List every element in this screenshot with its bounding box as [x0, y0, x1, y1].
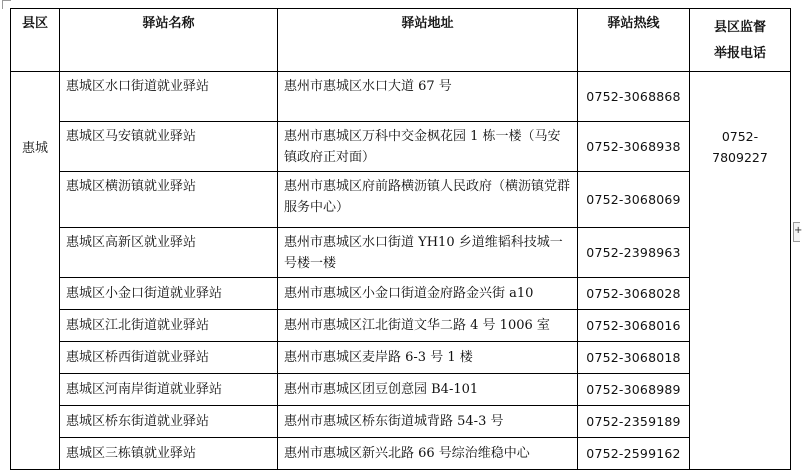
station-address-cell: 惠州市惠城区新兴北路 66 号综治维稳中心	[278, 438, 578, 470]
header-county: 县区	[11, 9, 60, 72]
table-row	[11, 342, 791, 374]
station-hotline-cell: 0752-2398963	[578, 228, 690, 278]
station-address-cell: 惠州市惠城区桥东街道城背路 54-3 号	[278, 406, 578, 438]
table-row	[11, 72, 791, 122]
station-hotline-cell: 0752-3068868	[578, 72, 690, 122]
station-hotline-cell: 0752-2359189	[578, 406, 690, 438]
table-row	[11, 438, 791, 470]
station-address-cell: 惠州市惠城区团豆创意园 B4-101	[278, 374, 578, 406]
station-address-cell: 惠州市惠城区小金口街道金府路金兴街 a10	[278, 278, 578, 310]
station-address-cell: 惠州市惠城区麦岸路 6-3 号 1 楼	[278, 342, 578, 374]
station-name-cell: 惠城区横沥镇就业驿站	[60, 172, 278, 228]
station-hotline-cell: 0752-3068989	[578, 374, 690, 406]
table-header-row	[11, 9, 791, 72]
table-row	[11, 310, 791, 342]
station-table	[10, 8, 791, 470]
station-address-cell: 惠州市惠城区水口街道 YH10 乡道维韬科技城一号楼一楼	[278, 228, 578, 278]
expand-handle-glyph: +	[794, 225, 802, 236]
complaint-phone-cell: 0752-7809227	[690, 72, 791, 470]
station-address-cell: 惠州市惠城区水口大道 67 号	[278, 72, 578, 122]
station-hotline-cell: 0752-2599162	[578, 438, 690, 470]
station-name-cell: 惠城区三栋镇就业驿站	[60, 438, 278, 470]
station-hotline-cell: 0752-3068018	[578, 342, 690, 374]
station-address-cell: 惠州市惠城区万科中交金枫花园 1 栋一楼（马安镇政府正对面）	[278, 122, 578, 172]
county-cell: 惠城	[11, 72, 60, 470]
station-address-cell: 惠州市惠城区府前路横沥镇人民政府（横沥镇党群服务中心）	[278, 172, 578, 228]
station-name-cell: 惠城区水口街道就业驿站	[60, 72, 278, 122]
table-row	[11, 406, 791, 438]
table-row	[11, 228, 791, 278]
station-name-cell: 惠城区桥西街道就业驿站	[60, 342, 278, 374]
station-name-cell: 惠城区高新区就业驿站	[60, 228, 278, 278]
station-hotline-cell: 0752-3068016	[578, 310, 690, 342]
header-station-hotline: 驿站热线	[578, 9, 690, 72]
table-row	[11, 278, 791, 310]
table-row	[11, 374, 791, 406]
station-address-cell: 惠州市惠城区江北街道文华二路 4 号 1006 室	[278, 310, 578, 342]
header-complaint-phone	[690, 9, 791, 72]
station-hotline-cell: 0752-3068028	[578, 278, 690, 310]
station-name-cell: 惠城区河南岸街道就业驿站	[60, 374, 278, 406]
header-complaint-line2: 举报电话	[713, 46, 766, 61]
table-row	[11, 122, 791, 172]
expand-handle-icon[interactable]	[793, 222, 800, 242]
header-station-name: 驿站名称	[60, 9, 278, 72]
station-name-cell: 惠城区马安镇就业驿站	[60, 122, 278, 172]
station-name-cell: 惠城区桥东街道就业驿站	[60, 406, 278, 438]
header-complaint-line1: 县区监督	[713, 20, 766, 35]
station-name-cell: 惠城区小金口街道就业驿站	[60, 278, 278, 310]
station-hotline-cell: 0752-3068069	[578, 172, 690, 228]
station-name-cell: 惠城区江北街道就业驿站	[60, 310, 278, 342]
station-hotline-cell: 0752-3068938	[578, 122, 690, 172]
table-row	[11, 172, 791, 228]
header-station-address: 驿站地址	[278, 9, 578, 72]
